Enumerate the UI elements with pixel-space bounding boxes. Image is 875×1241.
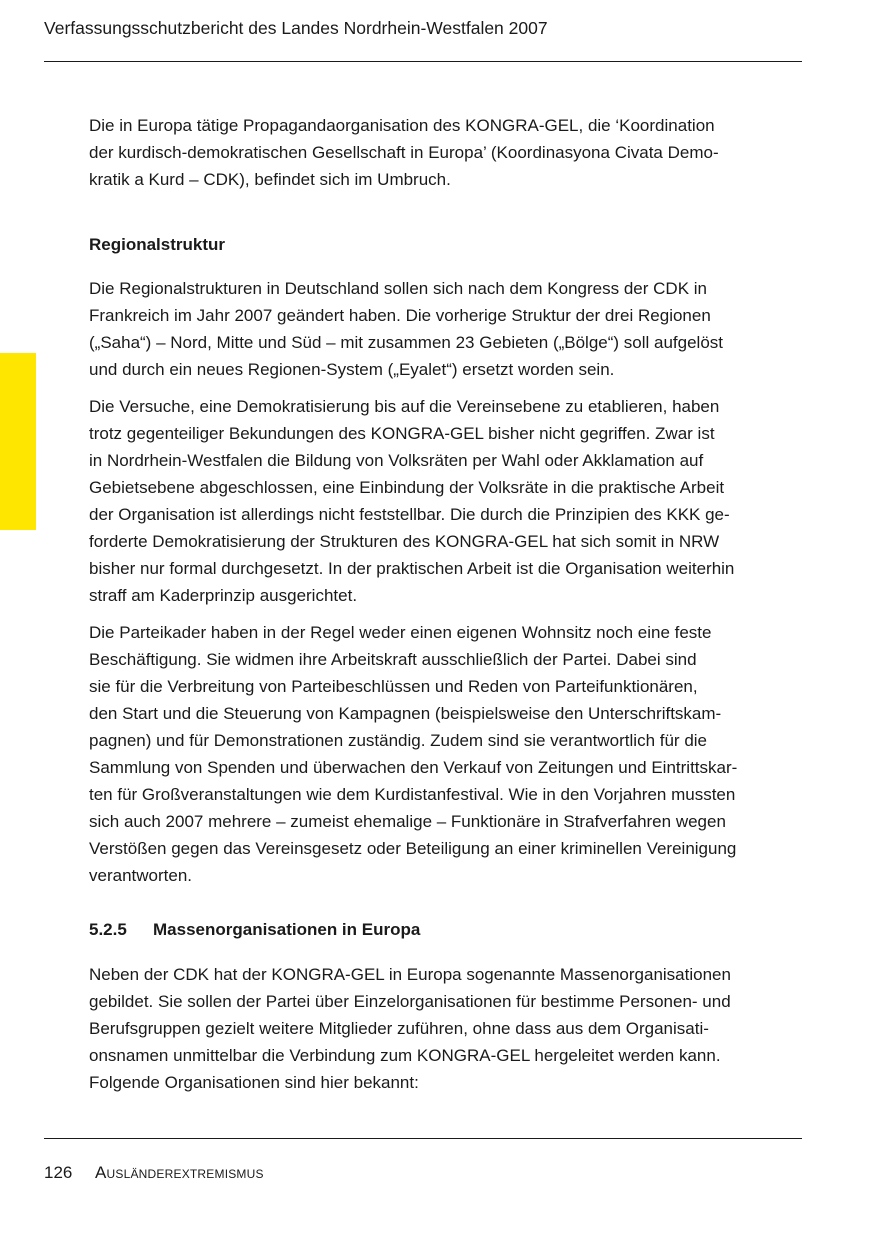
subheading-regionalstruktur: Regionalstruktur xyxy=(89,235,226,254)
text-line: Berufsgruppen gezielt weitere Mitglieder zuführen, ohne dass aus dem Organisati- xyxy=(89,1019,709,1038)
text-line: kratik a Kurd – CDK), befindet sich im Umbruch. xyxy=(89,170,451,189)
paragraph-democratisation xyxy=(89,393,803,609)
text-line: forderte Demokratisierung der Strukturen des KONGRA-GEL hat sich somit in NRW xyxy=(89,532,720,551)
text-line: Beschäftigung. Sie widmen ihre Arbeitskraft ausschließlich der Partei. Dabei sind xyxy=(89,650,697,669)
header-rule xyxy=(44,61,802,62)
text-line: („Saha“) – Nord, Mitte und Süd – mit zusammen 23 Gebieten („Bölge“) soll aufgelöst xyxy=(89,333,724,352)
text-line: verantworten. xyxy=(89,866,192,885)
text-line: Neben der CDK hat der KONGRA-GEL in Europa sogenannte Massenorganisationen xyxy=(89,965,731,984)
text-line: Die Regionalstrukturen in Deutschland sollen sich nach dem Kongress der CDK in xyxy=(89,279,707,298)
footer-rule xyxy=(44,1138,802,1139)
paragraph-mass-organisations xyxy=(89,961,803,1096)
paragraph-party-cadres xyxy=(89,619,803,889)
text-line: und durch ein neues Regionen-System („Eyalet“) ersetzt worden sein. xyxy=(89,360,615,379)
chapter-side-marker xyxy=(0,353,36,530)
page-body xyxy=(89,112,803,1106)
paragraph-regional-structure xyxy=(89,275,803,383)
text-line: Folgende Organisationen sind hier bekannt: xyxy=(89,1073,419,1092)
text-line: straff am Kaderprinzip ausgerichtet. xyxy=(89,586,358,605)
section-number: 5.2.5 xyxy=(89,920,127,939)
text-line: trotz gegenteiliger Bekundungen des KONGRA-GEL bisher nicht gegriffen. Zwar ist xyxy=(89,424,715,443)
text-line: Gebietsebene abgeschlossen, eine Einbindung der Volksräte in die praktische Arbeit xyxy=(89,478,725,497)
text-line: Die Versuche, eine Demokratisierung bis auf die Vereinsebene zu etablieren, haben xyxy=(89,397,720,416)
text-line: onsnamen unmittelbar die Verbindung zum KONGRA-GEL hergeleitet werden kann. xyxy=(89,1046,721,1065)
intro-paragraph xyxy=(89,112,803,193)
text-line: in Nordrhein-Westfalen die Bildung von Volksräten per Wahl oder Akklamation auf xyxy=(89,451,704,470)
text-line: pagnen) und für Demonstrationen zuständig. Zudem sind sie verantwortlich für die xyxy=(89,731,708,750)
page-footer xyxy=(44,1163,264,1183)
text-line: Frankreich im Jahr 2007 geändert haben. Die vorherige Struktur der drei Regionen xyxy=(89,306,711,325)
text-line: ten für Großveranstaltungen wie dem Kurdistanfestival. Wie in den Vorjahren mussten xyxy=(89,785,736,804)
text-line: Verstößen gegen das Vereinsgesetz oder Beteiligung an einer kriminellen Vereinigung xyxy=(89,839,737,858)
section-title: Massenorganisationen in Europa xyxy=(153,920,421,939)
section-heading-mass-organisations xyxy=(89,916,803,943)
text-line: Sammlung von Spenden und überwachen den Verkauf von Zeitungen und Eintrittskar- xyxy=(89,758,738,777)
text-line: bisher nur formal durchgesetzt. In der praktischen Arbeit ist die Organisation weiterhin xyxy=(89,559,735,578)
page-number: 126 xyxy=(44,1163,73,1182)
text-line: gebildet. Sie sollen der Partei über Einzelorganisationen für bestimme Personen- und xyxy=(89,992,731,1011)
text-line: sich auch 2007 mehrere – zumeist ehemalige – Funktionäre in Strafverfahren wegen xyxy=(89,812,726,831)
text-line: Die in Europa tätige Propagandaorganisation des KONGRA-GEL, die ‘Koordination xyxy=(89,116,715,135)
text-line: den Start und die Steuerung von Kampagnen (beispielsweise den Unterschriftskam- xyxy=(89,704,722,723)
text-line: der Organisation ist allerdings nicht feststellbar. Die durch die Prinzipien des KKK ge- xyxy=(89,505,730,524)
running-header: Verfassungsschutzbericht des Landes Nordrhein-Westfalen 2007 xyxy=(44,18,548,38)
text-line: sie für die Verbreitung von Parteibeschlüssen und Reden von Parteifunktionären, xyxy=(89,677,698,696)
chapter-title: Ausländerextremismus xyxy=(95,1163,264,1182)
text-line: der kurdisch-demokratischen Gesellschaft in Europa’ (Koordinasyona Civata Demo- xyxy=(89,143,719,162)
text-line: Die Parteikader haben in der Regel weder einen eigenen Wohnsitz noch eine feste xyxy=(89,623,712,642)
